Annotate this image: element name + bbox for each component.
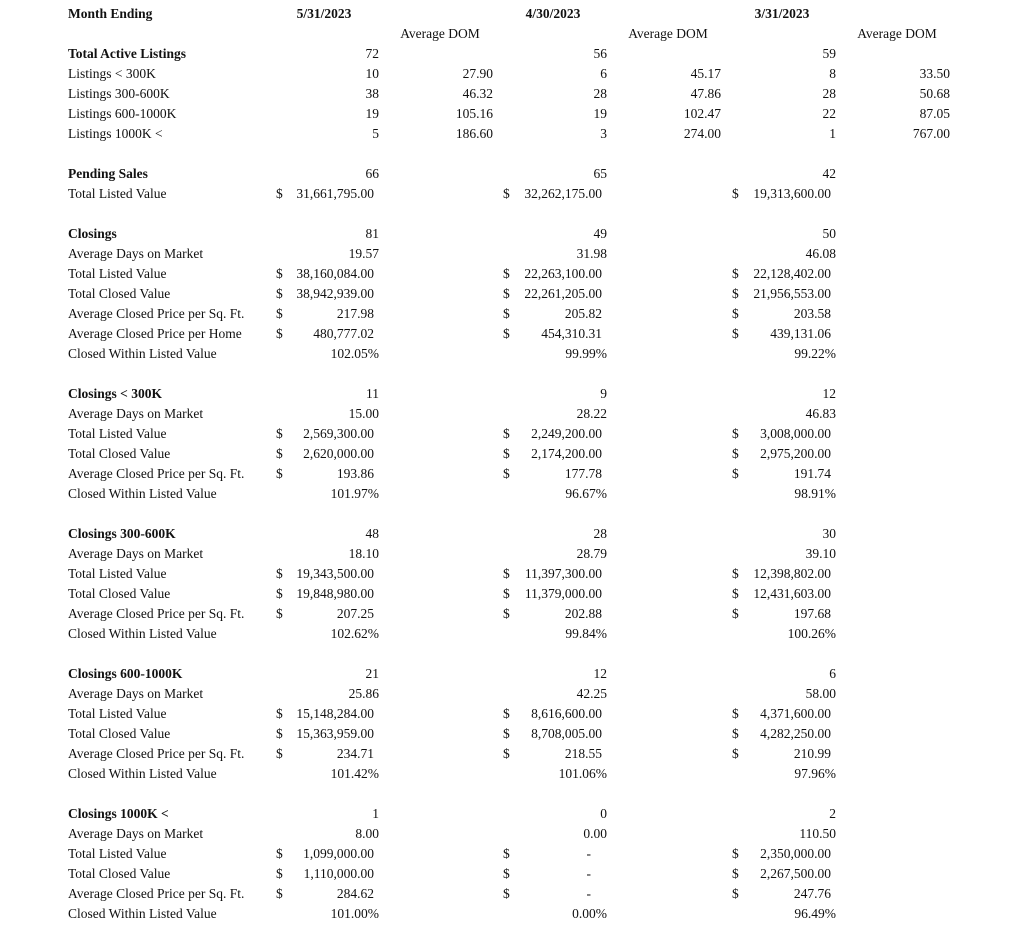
currency-symbol: $ bbox=[732, 566, 739, 581]
table-row bbox=[0, 184, 1020, 204]
section-total-value: 49 bbox=[593, 226, 607, 241]
cell-value: 2,267,500.00 bbox=[760, 866, 831, 881]
cell-value: 8,616,600.00 bbox=[531, 706, 602, 721]
row-label: Average Closed Price per Sq. Ft. bbox=[68, 746, 245, 761]
cell-value: 10 bbox=[365, 66, 379, 81]
cell-value: 8.00 bbox=[355, 826, 379, 841]
cell-value: 4,371,600.00 bbox=[760, 706, 831, 721]
section-total-value: 48 bbox=[365, 526, 379, 541]
currency-symbol: $ bbox=[732, 846, 739, 861]
currency-symbol: $ bbox=[276, 306, 283, 321]
cell-value: 11,397,300.00 bbox=[524, 566, 602, 581]
cell-value: 207.25 bbox=[336, 606, 374, 621]
period-header: 4/30/2023 bbox=[525, 6, 581, 21]
section-title-row bbox=[0, 804, 1020, 824]
row-label: Average Days on Market bbox=[68, 546, 204, 561]
section-total-value: 1 bbox=[372, 806, 379, 821]
currency-symbol: $ bbox=[276, 286, 283, 301]
cell-value: 6 bbox=[600, 66, 607, 81]
average-dom-header: Average DOM bbox=[400, 26, 480, 41]
currency-symbol: $ bbox=[732, 606, 739, 621]
cell-value: 102.62% bbox=[330, 626, 379, 641]
currency-symbol: $ bbox=[503, 186, 510, 201]
row-label: Total Listed Value bbox=[68, 846, 167, 861]
currency-symbol: $ bbox=[276, 266, 283, 281]
row-label: Closed Within Listed Value bbox=[68, 346, 217, 361]
cell-value: 38 bbox=[365, 86, 379, 101]
section-title: Closings 600-1000K bbox=[68, 666, 183, 681]
cell-value: - bbox=[586, 846, 591, 861]
cell-value: 197.68 bbox=[793, 606, 831, 621]
cell-value: 3 bbox=[600, 126, 607, 141]
row-label: Total Closed Value bbox=[68, 446, 171, 461]
currency-symbol: $ bbox=[276, 846, 283, 861]
row-label: Average Closed Price per Sq. Ft. bbox=[68, 306, 245, 321]
cell-value: 101.06% bbox=[558, 766, 607, 781]
table-row bbox=[0, 244, 1020, 264]
cell-value: 38,942,939.00 bbox=[296, 286, 374, 301]
currency-symbol: $ bbox=[503, 606, 510, 621]
cell-value: 100.26% bbox=[787, 626, 836, 641]
currency-symbol: $ bbox=[732, 886, 739, 901]
cell-value: 18.10 bbox=[348, 546, 379, 561]
section-title-row bbox=[0, 664, 1020, 684]
cell-value: 4,282,250.00 bbox=[760, 726, 831, 741]
cell-value: 28 bbox=[822, 86, 836, 101]
cell-value: 2,174,200.00 bbox=[531, 446, 602, 461]
cell-value: 110.50 bbox=[799, 826, 836, 841]
cell-value: 2,569,300.00 bbox=[303, 426, 374, 441]
cell-value: 31,661,795.00 bbox=[296, 186, 374, 201]
cell-value: 19,313,600.00 bbox=[753, 186, 831, 201]
section-title-row bbox=[0, 164, 1020, 184]
cell-value: 96.49% bbox=[794, 906, 836, 921]
section-total-value: 50 bbox=[822, 226, 836, 241]
cell-value: 193.86 bbox=[336, 466, 374, 481]
currency-symbol: $ bbox=[503, 746, 510, 761]
cell-value: 202.88 bbox=[564, 606, 602, 621]
table-row bbox=[0, 424, 1020, 444]
currency-symbol: $ bbox=[276, 606, 283, 621]
cell-value: 0.00 bbox=[583, 826, 607, 841]
table-row bbox=[0, 64, 1020, 84]
row-label: Closed Within Listed Value bbox=[68, 766, 217, 781]
section-title-row bbox=[0, 224, 1020, 244]
currency-symbol: $ bbox=[732, 586, 739, 601]
average-dom-value: 767.00 bbox=[912, 126, 950, 141]
cell-value: 1 bbox=[829, 126, 836, 141]
currency-symbol: $ bbox=[276, 186, 283, 201]
cell-value: 191.74 bbox=[793, 466, 831, 481]
table-row bbox=[0, 624, 1020, 644]
table-row bbox=[0, 324, 1020, 344]
table-row bbox=[0, 704, 1020, 724]
cell-value: 1,099,000.00 bbox=[303, 846, 374, 861]
section-title-row bbox=[0, 44, 1020, 64]
table-row bbox=[0, 304, 1020, 324]
currency-symbol: $ bbox=[732, 186, 739, 201]
row-label: Average Days on Market bbox=[68, 686, 204, 701]
cell-value: 101.42% bbox=[330, 766, 379, 781]
section-total-value: 56 bbox=[593, 46, 607, 61]
table-row bbox=[0, 604, 1020, 624]
row-label: Average Closed Price per Sq. Ft. bbox=[68, 886, 245, 901]
table-row bbox=[0, 564, 1020, 584]
table-row bbox=[0, 584, 1020, 604]
average-dom-value: 27.90 bbox=[462, 66, 493, 81]
currency-symbol: $ bbox=[732, 426, 739, 441]
cell-value: 28.22 bbox=[576, 406, 607, 421]
row-label: Average Days on Market bbox=[68, 406, 204, 421]
row-label: Listings 600-1000K bbox=[68, 106, 177, 121]
month-ending-label: Month Ending bbox=[68, 6, 153, 21]
currency-symbol: $ bbox=[732, 446, 739, 461]
cell-value: 21,956,553.00 bbox=[753, 286, 831, 301]
cell-value: - bbox=[586, 886, 591, 901]
table-row bbox=[0, 444, 1020, 464]
table-row bbox=[0, 84, 1020, 104]
cell-value: 42.25 bbox=[576, 686, 607, 701]
section-title-row bbox=[0, 524, 1020, 544]
section-total-value: 21 bbox=[365, 666, 379, 681]
cell-value: 19 bbox=[593, 106, 607, 121]
currency-symbol: $ bbox=[732, 326, 739, 341]
table-row bbox=[0, 284, 1020, 304]
currency-symbol: $ bbox=[276, 566, 283, 581]
cell-value: 19.57 bbox=[348, 246, 379, 261]
currency-symbol: $ bbox=[276, 446, 283, 461]
average-dom-value: 33.50 bbox=[919, 66, 950, 81]
section-title: Closings 300-600K bbox=[68, 526, 176, 541]
cell-value: 39.10 bbox=[805, 546, 836, 561]
row-label: Closed Within Listed Value bbox=[68, 906, 217, 921]
row-label: Total Listed Value bbox=[68, 566, 167, 581]
average-dom-value: 47.86 bbox=[690, 86, 721, 101]
currency-symbol: $ bbox=[503, 426, 510, 441]
cell-value: 101.97% bbox=[330, 486, 379, 501]
cell-value: 99.84% bbox=[565, 626, 607, 641]
cell-value: 11,379,000.00 bbox=[524, 586, 602, 601]
currency-symbol: $ bbox=[276, 466, 283, 481]
currency-symbol: $ bbox=[276, 726, 283, 741]
section-total-value: 72 bbox=[365, 46, 379, 61]
row-label: Total Listed Value bbox=[68, 266, 167, 281]
currency-symbol: $ bbox=[503, 446, 510, 461]
cell-value: 480,777.02 bbox=[313, 326, 374, 341]
cell-value: 2,975,200.00 bbox=[760, 446, 831, 461]
currency-symbol: $ bbox=[503, 326, 510, 341]
table-row bbox=[0, 904, 1020, 924]
cell-value: 102.05% bbox=[330, 346, 379, 361]
cell-value: 247.76 bbox=[793, 886, 831, 901]
cell-value: 12,431,603.00 bbox=[753, 586, 831, 601]
cell-value: 28.79 bbox=[576, 546, 607, 561]
table-row bbox=[0, 464, 1020, 484]
currency-symbol: $ bbox=[276, 866, 283, 881]
cell-value: 96.67% bbox=[565, 486, 607, 501]
cell-value: 28 bbox=[593, 86, 607, 101]
currency-symbol: $ bbox=[503, 586, 510, 601]
cell-value: 0.00% bbox=[572, 906, 607, 921]
section-total-value: 30 bbox=[822, 526, 836, 541]
section-title: Pending Sales bbox=[68, 166, 148, 181]
section-total-value: 65 bbox=[593, 166, 607, 181]
section-title: Total Active Listings bbox=[68, 46, 187, 61]
cell-value: 22,128,402.00 bbox=[753, 266, 831, 281]
cell-value: 454,310.31 bbox=[541, 326, 602, 341]
section-total-value: 11 bbox=[366, 386, 379, 401]
currency-symbol: $ bbox=[732, 706, 739, 721]
cell-value: 22,261,205.00 bbox=[524, 286, 602, 301]
cell-value: 234.71 bbox=[336, 746, 374, 761]
average-dom-value: 50.68 bbox=[919, 86, 950, 101]
cell-value: 210.99 bbox=[793, 746, 831, 761]
table-row bbox=[0, 764, 1020, 784]
cell-value: 32,262,175.00 bbox=[524, 186, 602, 201]
average-dom-header: Average DOM bbox=[857, 26, 937, 41]
row-label: Average Days on Market bbox=[68, 246, 204, 261]
currency-symbol: $ bbox=[732, 306, 739, 321]
cell-value: 2,249,200.00 bbox=[531, 426, 602, 441]
average-dom-value: 105.16 bbox=[455, 106, 493, 121]
cell-value: 46.08 bbox=[805, 246, 836, 261]
currency-symbol: $ bbox=[276, 746, 283, 761]
average-dom-value: 102.47 bbox=[683, 106, 721, 121]
cell-value: 3,008,000.00 bbox=[760, 426, 831, 441]
cell-value: 46.83 bbox=[805, 406, 836, 421]
row-label: Closed Within Listed Value bbox=[68, 486, 217, 501]
table-row bbox=[0, 344, 1020, 364]
cell-value: 284.62 bbox=[336, 886, 374, 901]
row-label: Listings 1000K < bbox=[68, 126, 163, 141]
currency-symbol: $ bbox=[503, 866, 510, 881]
currency-symbol: $ bbox=[732, 266, 739, 281]
cell-value: 205.82 bbox=[564, 306, 602, 321]
currency-symbol: $ bbox=[732, 746, 739, 761]
cell-value: 8,708,005.00 bbox=[531, 726, 602, 741]
row-label: Total Listed Value bbox=[68, 186, 167, 201]
currency-symbol: $ bbox=[503, 706, 510, 721]
currency-symbol: $ bbox=[276, 886, 283, 901]
row-label: Total Listed Value bbox=[68, 706, 167, 721]
cell-value: 22 bbox=[822, 106, 836, 121]
row-label: Average Closed Price per Sq. Ft. bbox=[68, 466, 245, 481]
section-total-value: 66 bbox=[365, 166, 379, 181]
section-total-value: 28 bbox=[593, 526, 607, 541]
cell-value: 15,363,959.00 bbox=[296, 726, 374, 741]
section-total-value: 81 bbox=[365, 226, 379, 241]
row-label: Average Closed Price per Sq. Ft. bbox=[68, 606, 245, 621]
table-row bbox=[0, 724, 1020, 744]
currency-symbol: $ bbox=[503, 726, 510, 741]
cell-value: 99.99% bbox=[565, 346, 607, 361]
table-row bbox=[0, 864, 1020, 884]
cell-value: 22,263,100.00 bbox=[524, 266, 602, 281]
cell-value: 15.00 bbox=[348, 406, 379, 421]
header-row bbox=[0, 4, 1020, 24]
cell-value: 177.78 bbox=[564, 466, 602, 481]
cell-value: 19,343,500.00 bbox=[296, 566, 374, 581]
currency-symbol: $ bbox=[503, 266, 510, 281]
table-row bbox=[0, 744, 1020, 764]
section-total-value: 59 bbox=[822, 46, 836, 61]
section-title: Closings bbox=[68, 226, 117, 241]
cell-value: 2,620,000.00 bbox=[303, 446, 374, 461]
table-row bbox=[0, 124, 1020, 144]
cell-value: 38,160,084.00 bbox=[296, 266, 374, 281]
section-total-value: 9 bbox=[600, 386, 607, 401]
average-dom-value: 46.32 bbox=[462, 86, 493, 101]
row-label: Total Listed Value bbox=[68, 426, 167, 441]
section-total-value: 42 bbox=[822, 166, 836, 181]
currency-symbol: $ bbox=[732, 286, 739, 301]
cell-value: 58.00 bbox=[805, 686, 836, 701]
currency-symbol: $ bbox=[503, 566, 510, 581]
average-dom-value: 45.17 bbox=[690, 66, 721, 81]
table-row bbox=[0, 884, 1020, 904]
row-label: Total Closed Value bbox=[68, 726, 171, 741]
period-header: 5/31/2023 bbox=[296, 6, 352, 21]
row-label: Closed Within Listed Value bbox=[68, 626, 217, 641]
cell-value: 12,398,802.00 bbox=[753, 566, 831, 581]
cell-value: 5 bbox=[372, 126, 379, 141]
currency-symbol: $ bbox=[503, 886, 510, 901]
table-row bbox=[0, 684, 1020, 704]
period-header: 3/31/2023 bbox=[754, 6, 810, 21]
currency-symbol: $ bbox=[276, 426, 283, 441]
cell-value: 439,131.06 bbox=[770, 326, 831, 341]
row-label: Total Closed Value bbox=[68, 286, 171, 301]
row-label: Listings < 300K bbox=[68, 66, 156, 81]
section-title: Closings 1000K < bbox=[68, 806, 169, 821]
currency-symbol: $ bbox=[503, 466, 510, 481]
table-row bbox=[0, 544, 1020, 564]
cell-value: 97.96% bbox=[794, 766, 836, 781]
cell-value: 98.91% bbox=[794, 486, 836, 501]
average-dom-value: 87.05 bbox=[919, 106, 950, 121]
cell-value: 99.22% bbox=[794, 346, 836, 361]
section-total-value: 0 bbox=[600, 806, 607, 821]
table-row bbox=[0, 104, 1020, 124]
row-label: Average Closed Price per Home bbox=[68, 326, 242, 341]
currency-symbol: $ bbox=[732, 726, 739, 741]
section-total-value: 12 bbox=[822, 386, 836, 401]
section-total-value: 2 bbox=[829, 806, 836, 821]
cell-value: 101.00% bbox=[330, 906, 379, 921]
average-dom-header: Average DOM bbox=[628, 26, 708, 41]
cell-value: - bbox=[586, 866, 591, 881]
row-label: Total Closed Value bbox=[68, 866, 171, 881]
cell-value: 1,110,000.00 bbox=[303, 866, 374, 881]
table-row bbox=[0, 264, 1020, 284]
currency-symbol: $ bbox=[732, 866, 739, 881]
cell-value: 19 bbox=[365, 106, 379, 121]
cell-value: 31.98 bbox=[576, 246, 607, 261]
table-row bbox=[0, 844, 1020, 864]
currency-symbol: $ bbox=[276, 706, 283, 721]
currency-symbol: $ bbox=[503, 286, 510, 301]
table-row bbox=[0, 824, 1020, 844]
currency-symbol: $ bbox=[503, 306, 510, 321]
cell-value: 15,148,284.00 bbox=[296, 706, 374, 721]
currency-symbol: $ bbox=[503, 846, 510, 861]
cell-value: 2,350,000.00 bbox=[760, 846, 831, 861]
row-label: Total Closed Value bbox=[68, 586, 171, 601]
section-title-row bbox=[0, 384, 1020, 404]
currency-symbol: $ bbox=[276, 586, 283, 601]
currency-symbol: $ bbox=[276, 326, 283, 341]
cell-value: 25.86 bbox=[348, 686, 379, 701]
cell-value: 19,848,980.00 bbox=[296, 586, 374, 601]
cell-value: 203.58 bbox=[793, 306, 831, 321]
cell-value: 218.55 bbox=[564, 746, 602, 761]
section-total-value: 6 bbox=[829, 666, 836, 681]
cell-value: 8 bbox=[829, 66, 836, 81]
cell-value: 217.98 bbox=[336, 306, 374, 321]
row-label: Listings 300-600K bbox=[68, 86, 170, 101]
section-total-value: 12 bbox=[593, 666, 607, 681]
table-row bbox=[0, 404, 1020, 424]
section-title: Closings < 300K bbox=[68, 386, 162, 401]
table-row bbox=[0, 484, 1020, 504]
row-label: Average Days on Market bbox=[68, 826, 204, 841]
average-dom-value: 274.00 bbox=[683, 126, 721, 141]
dom-header-row bbox=[0, 24, 1020, 44]
average-dom-value: 186.60 bbox=[455, 126, 493, 141]
currency-symbol: $ bbox=[732, 466, 739, 481]
